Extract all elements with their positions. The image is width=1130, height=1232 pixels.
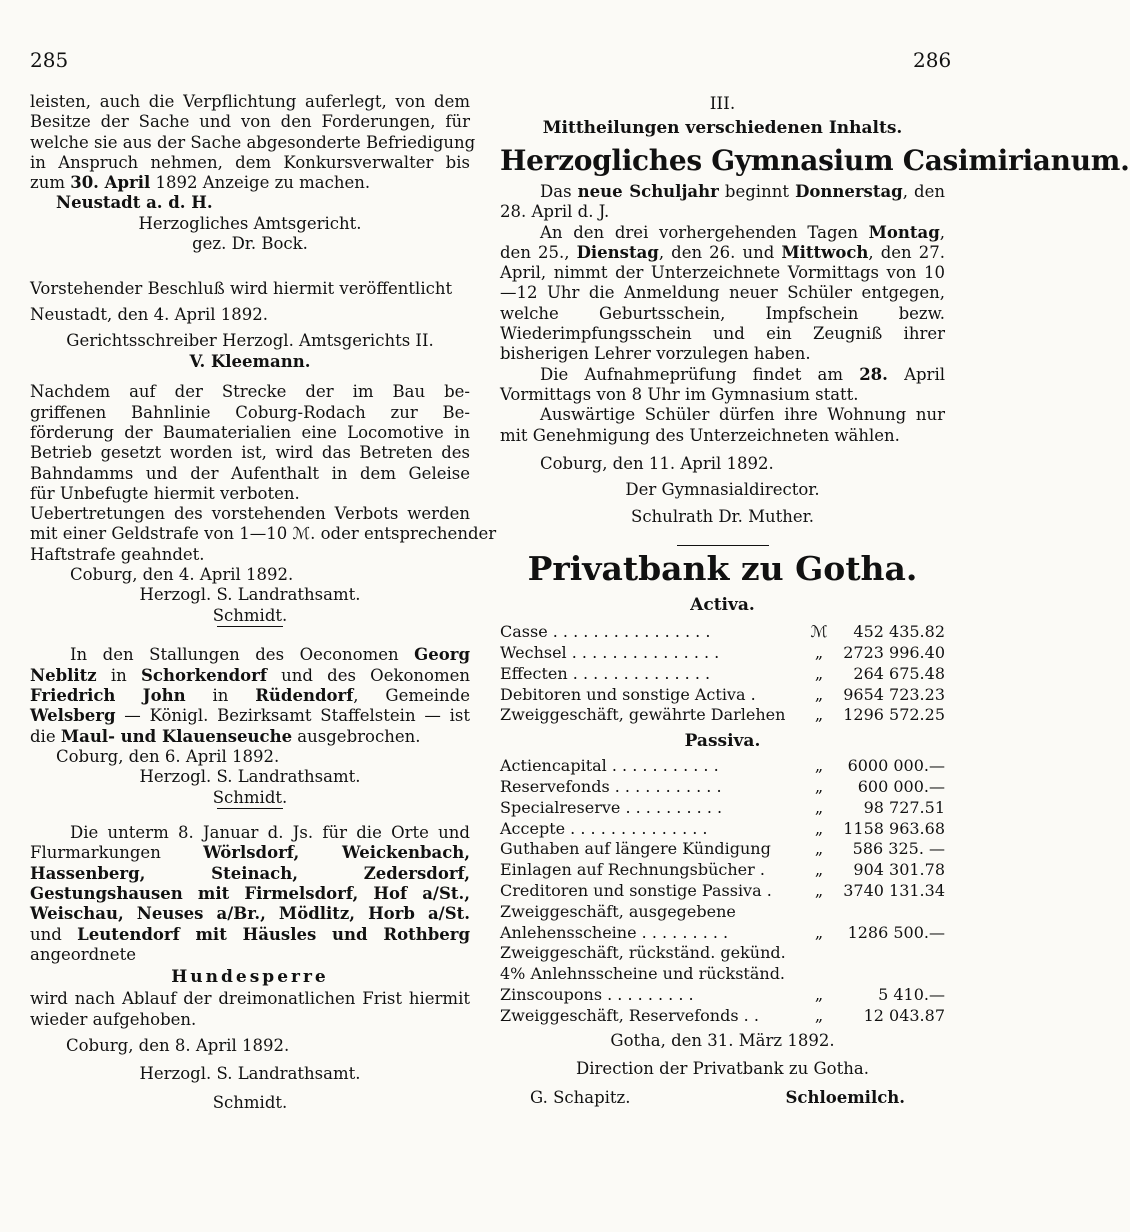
balance-row <box>500 798 945 819</box>
balance-row <box>500 643 945 664</box>
notice-last-line: zum 30. April 1892 Anzeige zu machen. <box>30 173 371 193</box>
balance-label: Zweiggeschäft, ausgegebene Anlehensscheine . . . . . . . . . <box>500 901 736 942</box>
balance-row <box>500 685 945 706</box>
balance-row <box>500 664 945 685</box>
currency-mark: „ <box>814 1005 824 1025</box>
text-line: für Unbefugte hiermit verboten. <box>30 483 300 503</box>
balance-label: Reservefonds . . . . . . . . . . . <box>500 776 722 796</box>
currency-mark: „ <box>814 663 824 683</box>
activa-table <box>500 622 945 726</box>
bank-title: Privatbank zu Gotha. <box>527 549 918 589</box>
balance-amount: 452 435.82 <box>853 622 945 642</box>
balance-label: Specialreserve . . . . . . . . . . <box>500 797 723 817</box>
bank-direction: Direction der Privatbank zu Gotha. <box>576 1059 869 1078</box>
balance-row <box>500 902 945 944</box>
signature-schloemilch: Schloemilch. <box>785 1087 905 1107</box>
balance-amount: 6000 000.— <box>847 756 945 776</box>
currency-mark: „ <box>814 922 824 942</box>
balance-label: Guthaben auf längere Kündigung <box>500 839 771 859</box>
publish-date: Neustadt, den 4. April 1892. <box>30 305 269 325</box>
text-line: Nachdem auf der Strecke der im Bau be- <box>30 382 470 402</box>
court-name: Herzogliches Amtsgericht. <box>138 213 362 233</box>
balance-row <box>500 839 945 860</box>
balance-amount: 904 301.78 <box>853 860 945 880</box>
konkurs-notice <box>30 92 476 255</box>
balance-amount: 9654 723.23 <box>843 684 945 704</box>
balance-amount: 3740 131.34 <box>843 880 945 900</box>
balance-row <box>500 1006 945 1027</box>
signature-schapitz: G. Schapitz. <box>530 1087 631 1107</box>
activa-heading: Activa. <box>690 595 755 616</box>
railway-notice <box>30 382 497 627</box>
dog-notice <box>30 823 470 1113</box>
text-line: förderung der Baumaterialien eine Locomotive in <box>30 422 470 442</box>
text-line: Bahndamms und der Aufenthalt in dem Geleise <box>30 463 470 483</box>
balance-amount: 1296 572.25 <box>843 705 945 725</box>
text-line: leisten, auch die Verpflichtung auferlegt, von dem <box>30 92 470 111</box>
signature: gez. Dr. Bock. <box>192 234 308 254</box>
section-number: III. <box>709 94 736 114</box>
currency-mark: „ <box>814 797 824 817</box>
currency-mark: „ <box>814 776 824 796</box>
currency-mark: „ <box>814 818 824 838</box>
official-name: Schmidt. <box>212 605 288 625</box>
balance-amount: 5 410.— <box>878 984 945 1004</box>
currency-mark: „ <box>814 880 824 900</box>
gym-date: Coburg, den 11. April 1892. <box>540 453 774 473</box>
dog-text: Die unterm 8. Januar d. Js. für die Orte und Flurmarkungen Wörlsdorf, Weickenbach, Hassenberg, Steinach, Zedersdorf, Gestungshausen mit Firmelsdorf, Hof a/St., Weischau, Neuses a/Br., Mödlitz, Horb a/St. und Leutendorf mit Häusles und Rothberg angeordnete <box>30 823 470 964</box>
balance-label: Wechsel . . . . . . . . . . . . . . . <box>500 642 720 662</box>
balance-row <box>500 705 945 726</box>
clerk-title: Gerichtsschreiber Herzogl. Amtsgerichts II. <box>66 331 434 351</box>
balance-amount: 600 000.— <box>857 776 945 796</box>
publish-statement: Vorstehender Beschluß wird hiermit veröffentlicht <box>30 278 453 298</box>
left-column <box>30 92 497 1113</box>
balance-row <box>500 777 945 798</box>
page-number-left: 285 <box>30 48 69 72</box>
bank-date: Gotha, den 31. März 1892. <box>610 1030 835 1050</box>
notice-date: Coburg, den 8. April 1892. <box>66 1035 290 1055</box>
gym-paragraph-3: Die Aufnahmeprüfung findet am 28. April Vormittags von 8 Uhr im Gymnasium statt. <box>500 364 945 404</box>
text-line: welche sie aus der Sache abgesonderte Befriedigung <box>30 132 476 152</box>
gym-paragraph-2: An den drei vorhergehenden Tagen Montag, den 25., Dienstag, den 26. und Mittwoch, den 27. April, nimmt der Unterzeichnete Vormittags von 10—12 Uhr die Anmeldung neuer Schüler entgegen, welche Geburtsschein, Impfschein bezw. Wiederimpfungsschein und ein Zeugniß ihrer bisherigen Lehrer vorzulegen haben. <box>500 222 945 364</box>
balance-amount: 2723 996.40 <box>843 642 945 662</box>
balance-label: Einlagen auf Rechnungsbücher . <box>500 860 765 880</box>
balance-label: Casse . . . . . . . . . . . . . . . . <box>500 622 711 642</box>
text-line: Besitze der Sache und von den Forderungen, für <box>30 112 470 132</box>
notice-date: Coburg, den 4. April 1892. <box>70 565 294 585</box>
text-line: Uebertretungen des vorstehenden Verbots werden <box>30 504 470 524</box>
gym-director-name: Schulrath Dr. Muther. <box>631 506 814 526</box>
gym-director: Der Gymnasialdirector. <box>625 480 820 500</box>
text-line: Haftstrafe geahndet. <box>30 544 205 564</box>
balance-row <box>500 943 945 1005</box>
text-line: griffenen Bahnlinie Coburg-Rodach zur Be- <box>30 402 470 422</box>
dog-text-end: wird nach Ablauf der dreimonatlichen Frist hiermit wieder aufgehoben. <box>30 989 470 1029</box>
epidemic-notice <box>30 645 470 809</box>
gymnasium-title: Herzogliches Gymnasium Casimirianum. <box>500 144 1130 177</box>
balance-label: Zweiggeschäft, gewährte Darlehen <box>500 705 786 725</box>
epidemic-text: In den Stallungen des Oeconomen Georg Neblitz in Schorkendorf und des Oekonomen Friedrich John in Rüdendorf, Gemeinde Welsberg — Königl. Bezirksamt Staffelstein — ist die Maul- und Klauenseuche ausgebrochen. <box>30 645 470 746</box>
official-name: Schmidt. <box>212 787 288 807</box>
currency-mark: „ <box>814 705 824 725</box>
balance-row <box>500 756 945 777</box>
gym-paragraph-1: Das neue Schuljahr beginnt Donnerstag, den 28. April d. J. <box>500 182 945 222</box>
text-line: mit einer Geldstrafe von 1—10 ℳ. oder entsprechender <box>30 524 497 544</box>
currency-mark: „ <box>814 839 824 859</box>
balance-row <box>500 860 945 881</box>
currency-mark: „ <box>814 860 824 880</box>
notice-date: Coburg, den 6. April 1892. <box>56 746 280 766</box>
passiva-heading: Passiva. <box>684 731 761 752</box>
balance-amount: 12 043.87 <box>863 1005 945 1025</box>
gym-paragraph-4: Auswärtige Schüler dürfen ihre Wohnung nur mit Genehmigung des Unterzeichneten wählen. <box>500 405 945 445</box>
currency-mark: „ <box>814 642 824 662</box>
balance-label: Effecten . . . . . . . . . . . . . . <box>500 663 711 683</box>
balance-label: Zweiggeschäft, Reservefonds . . <box>500 1005 759 1025</box>
text-line: in Anspruch nehmen, dem Konkursverwalter bis <box>30 152 470 172</box>
balance-label: Creditoren und sonstige Passiva . <box>500 880 772 900</box>
balance-amount: 1158 963.68 <box>843 818 945 838</box>
balance-amount: 264 675.48 <box>853 663 945 683</box>
currency-mark: „ <box>814 984 824 1004</box>
office-name: Herzogl. S. Landrathsamt. <box>139 767 361 787</box>
balance-label: Debitoren und sonstige Activa . <box>500 684 756 704</box>
balance-row <box>500 622 945 643</box>
balance-row <box>500 819 945 840</box>
page-number-right: 286 <box>913 48 952 72</box>
passiva-table <box>500 756 945 1026</box>
text-line: Betrieb gesetzt worden ist, wird das Betreten des <box>30 443 470 463</box>
clerk-name: V. Kleemann. <box>189 351 311 371</box>
balance-row <box>500 881 945 902</box>
balance-label: Accepte . . . . . . . . . . . . . . <box>500 818 708 838</box>
official-name: Schmidt. <box>212 1092 288 1112</box>
balance-label: Actiencapital . . . . . . . . . . . <box>500 756 719 776</box>
section-title: Mittheilungen verschiedenen Inhalts. <box>542 118 903 138</box>
office-name: Herzogl. S. Landrathsamt. <box>139 1064 361 1084</box>
place-name: Neustadt a. d. H. <box>56 193 213 213</box>
office-name: Herzogl. S. Landrathsamt. <box>139 585 361 605</box>
gymnasium-notice <box>500 182 945 527</box>
balance-amount: 586 325. — <box>852 839 945 859</box>
balance-amount: 98 727.51 <box>863 797 945 817</box>
balance-amount: 1286 500.— <box>847 922 945 942</box>
balance-label: Zweiggeschäft, rückständ. gekünd. 4% Anlehnsscheine und rückständ. Zinscoupons . . . . . . . . . <box>500 943 786 1004</box>
hundesperre-heading: Hundesperre <box>171 967 329 988</box>
currency-mark: „ <box>814 684 824 704</box>
right-column <box>500 92 1130 1107</box>
currency-mark: „ <box>814 756 824 776</box>
currency-mark: ℳ <box>810 622 828 642</box>
